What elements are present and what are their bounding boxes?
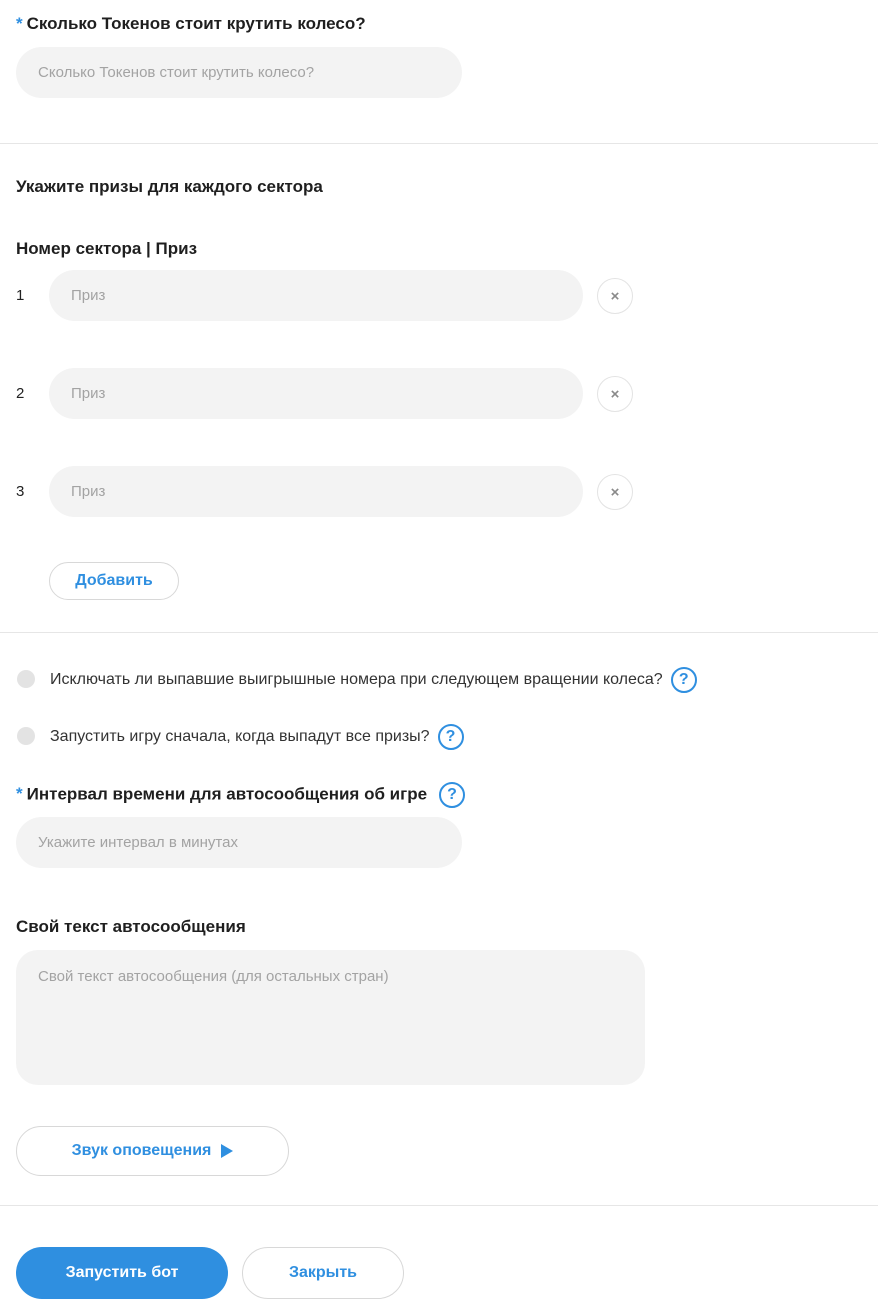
sector-number: 2 [16, 385, 25, 402]
add-prize-button[interactable]: Добавить [49, 562, 179, 600]
restart-game-option: Запустить игру сначала, когда выпадут все призы? ? [50, 724, 464, 750]
exclude-winning-radio[interactable] [17, 670, 35, 688]
interval-label: * Интервал времени для автосообщения об игре ? [16, 782, 465, 808]
prizes-column-header: Номер сектора | Приз [16, 239, 198, 258]
required-mark: * [16, 784, 23, 804]
close-icon: × [610, 483, 620, 501]
custom-message-textarea[interactable] [16, 950, 645, 1085]
remove-prize-button[interactable] [597, 474, 633, 510]
help-icon[interactable]: ? [671, 667, 697, 693]
section-divider [0, 1205, 878, 1206]
prize-input[interactable] [49, 466, 583, 517]
remove-prize-button[interactable] [597, 376, 633, 412]
help-icon[interactable]: ? [438, 724, 464, 750]
exclude-winning-option: Исключать ли выпавшие выигрышные номера при следующем вращении колеса? ? [50, 667, 697, 693]
start-bot-button[interactable]: Запустить бот [16, 1247, 228, 1299]
spin-cost-input[interactable] [16, 47, 462, 98]
prizes-heading: Укажите призы для каждого сектора [16, 177, 323, 196]
interval-input[interactable] [16, 817, 462, 868]
restart-game-radio[interactable] [17, 727, 35, 745]
sector-number: 1 [16, 287, 25, 304]
section-divider [0, 143, 878, 144]
close-icon: × [610, 385, 620, 403]
help-icon[interactable]: ? [439, 782, 465, 808]
close-button[interactable]: Закрыть [242, 1247, 404, 1299]
section-divider [0, 632, 878, 633]
prize-input[interactable] [49, 270, 583, 321]
spin-cost-label: * Сколько Токенов стоит крутить колесо? [16, 14, 366, 33]
sector-number: 3 [16, 483, 25, 500]
custom-message-label: Свой текст автосообщения [16, 917, 246, 936]
required-mark: * [16, 14, 23, 33]
remove-prize-button[interactable] [597, 278, 633, 314]
play-icon [221, 1144, 233, 1158]
close-icon: × [610, 287, 620, 305]
notification-sound-button[interactable]: Звук оповещения [16, 1126, 289, 1176]
prize-input[interactable] [49, 368, 583, 419]
